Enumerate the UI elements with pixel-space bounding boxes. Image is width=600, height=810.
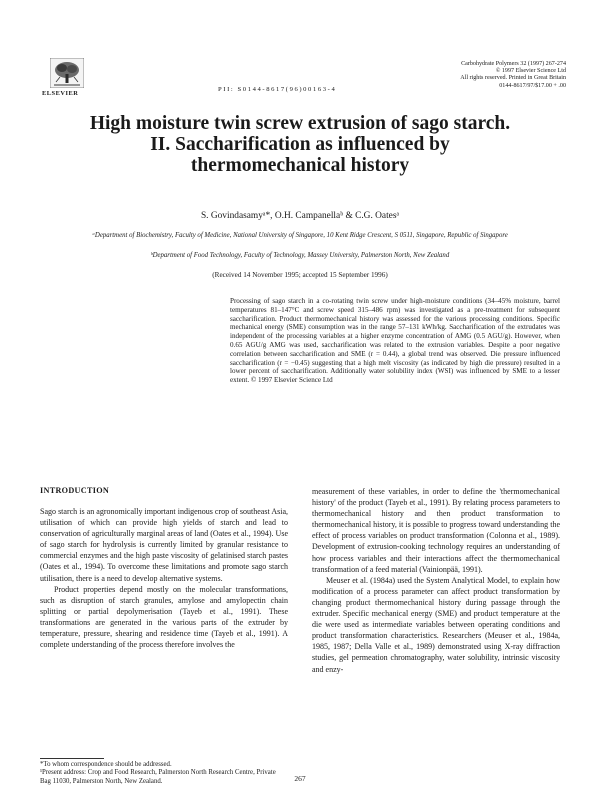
title-line: II. Saccharification as influenced by bbox=[150, 134, 450, 155]
pii-identifier: PII: S0144-8617(96)00163-4 bbox=[218, 86, 337, 93]
journal-line: All rights reserved. Printed in Great Britain bbox=[460, 75, 566, 82]
title-line: High moisture twin screw extrusion of sago starch. bbox=[89, 113, 511, 134]
affiliation-b: ᵇDepartment of Food Technology, Faculty of Technology, Massey University, Palmerston North, New Zealand bbox=[150, 252, 450, 259]
right-column bbox=[312, 486, 560, 675]
journal-line: Carbohydrate Polymers 32 (1997) 267-274 bbox=[461, 61, 566, 67]
footnote-present-address: ¹Present address: Crop and Food Research, Palmerston North Research Centre, Private Bag 11030, Palmerston North, New Zealand. bbox=[40, 769, 276, 785]
paragraph: Sago starch is an agronomically important indigenous crop of southeast Asia, utilisation of which can provide high yields of starch and lead to conservation of agriculturally marginal areas of land (Oates et al., 1994). Use of sago starch for hydrolysis is currently limited by granular resistance to commercial enzymes and the high paste viscosity of gelatinised starch pastes (Oates et al., 1994). To overcome these limitations and promote sago starch utilisation, there is a need to develop alternative systems. bbox=[40, 507, 288, 583]
article-title bbox=[40, 113, 560, 176]
page-number: 267 bbox=[294, 774, 306, 783]
paragraph: Meuser et al. (1984a) used the System Analytical Model, to explain how modification of a process parameter can affect product transformation by changing product thermomechanical history during passage through the extruder. Specific mechanical energy (SME) and product temperature at the die were used as intermediate variables between operating conditions and product transformation characteristics. Researchers (Meuser et al., 1984a, 1985, 1987; Della Valle et al., 1989) demonstrated using X-ray diffraction studies, gel permeation chromatography, water solubility, intrinsic viscosity and enzy- bbox=[312, 575, 560, 674]
affiliation-a: ᵃDepartment of Biochemistry, Faculty of Medicine, National University of Singapore, 10 Kent Ridge Crescent, S 0511, Singapore, Republic of Singapore bbox=[92, 232, 508, 239]
paragraph: measurement of these variables, in order to define the 'thermomechanical history' of the product (Tayeb et al., 1991). By relating process parameters to thermomechanical history and then product transformation to thermomechanical history, it is possible to progress toward understanding the effect of process variables on product transformation (Colonna et al., 1989). Development of extrusion-cooking technology requires an understanding of how process variables and their interactions affect the thermomechanical transformation of a feed material (Vainionpää, 1991). bbox=[312, 487, 560, 574]
footnotes bbox=[40, 761, 288, 786]
footnote-correspondence: *To whom correspondence should be addressed. bbox=[40, 761, 172, 768]
abstract: Processing of sago starch in a co-rotating twin screw under high-moisture conditions (34–45% moisture, barrel temperatures 81–147°C and screw speed 315–486 rpm) was investigated as a pre-treatment for subsequent saccharification. Product thermomechanical history was assessed for the various processing conditions. Specific mechanical energy (SME) consumption was in the range 57–131 kWh/kg. Saccharification of the extrudates was independent of the processing variables at a higher enzyme concentration of AMG (0.5 AGU/g). However, when 0.65 AGU/g AMG was used, saccharification was related to the extrusion variables. Despite a poor negative correlation between saccharification and SME (r = 0.44), a global trend was observed. Die pressure influenced saccharification (r = −0.45) suggesting that a high melt viscosity (as indicated by high die pressure) resulted in a lower percent of saccharification. Additionally water solubility index (WSI) was influenced by SME to a lesser extent. © 1997 Elsevier Science Ltd bbox=[230, 297, 560, 385]
journal-line: 0144-8617/97/$17.00 + .00 bbox=[499, 82, 566, 89]
left-column bbox=[40, 506, 288, 650]
publisher-name: ELSEVIER bbox=[42, 90, 79, 97]
section-heading-introduction: INTRODUCTION bbox=[40, 486, 110, 495]
author-list: S. Govindasamyᵃ*, O.H. Campanellaᵇ & C.G. Oatesᵃ bbox=[200, 211, 400, 221]
paragraph: Product properties depend mostly on the molecular transformations, such as disruption of starch granules, amylose and amylopectin chain splitting or partial depolymerisation (Tayeb et al., 1991). These transformations are generated in the various parts of the extruder by temperature, pressure, shearing and residence time (Tayeb et al., 1991). A complete understanding of the process therefore involves the bbox=[40, 584, 288, 650]
journal-citation bbox=[330, 61, 566, 90]
footnote-divider bbox=[40, 758, 104, 759]
journal-line: © 1997 Elsevier Science Ltd bbox=[495, 68, 566, 75]
received-dates: (Received 14 November 1995; accepted 15 September 1996) bbox=[212, 271, 388, 279]
title-line: thermomechanical history bbox=[190, 155, 410, 176]
elsevier-tree-logo-icon bbox=[50, 58, 84, 88]
